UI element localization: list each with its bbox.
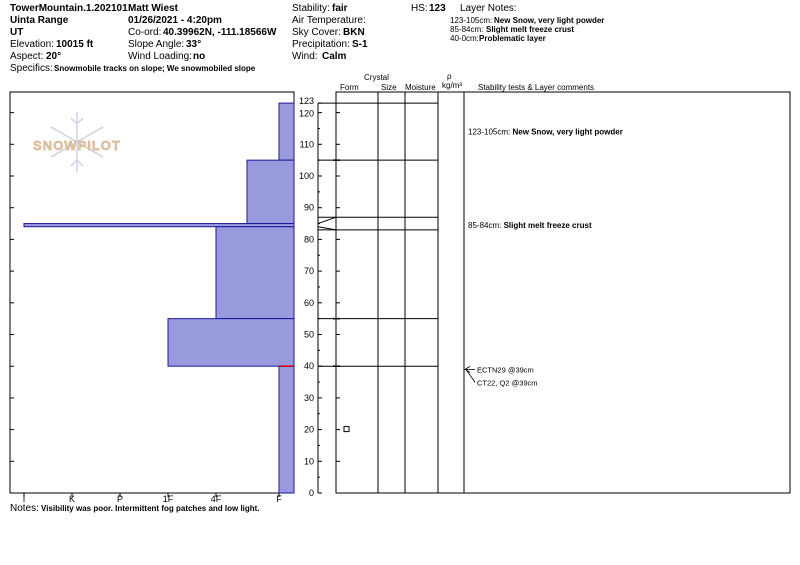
observer-name: Matt Wiest <box>128 3 178 14</box>
density-unit-header: kg/m³ <box>442 81 462 90</box>
layer-note-3-text: Problematic layer <box>479 34 546 43</box>
moisture-header: Moisture <box>405 83 436 92</box>
hardness-tick-label-p: P <box>116 494 124 504</box>
crust-connector-top <box>318 217 336 223</box>
hardness-layer-5 <box>168 319 294 367</box>
depth-tick-label: 0 <box>308 488 314 498</box>
wind-loading-value: no <box>193 51 206 62</box>
depth-tick-label: 30 <box>303 392 314 403</box>
notes-text: Visibility was poor. Intermittent fog patches and low light. <box>41 504 260 513</box>
comments-frame <box>464 92 790 493</box>
test-pointer-line <box>466 369 475 382</box>
stability-value: fair <box>332 3 348 14</box>
layer-comment-1: 123-105cm: New Snow, very light powder <box>468 127 623 137</box>
rho-header: ρ <box>447 72 452 81</box>
hardness-tick-label-4f: 4F <box>210 494 222 504</box>
layer-note-1-text: New Snow, very light powder <box>494 16 605 25</box>
depth-tick-label: 60 <box>303 297 314 308</box>
logo-text: SNOWPILOT <box>33 138 121 153</box>
coord-label: Co-ord: <box>128 27 162 38</box>
form-header: Form <box>340 83 359 92</box>
layer-note-1-range: 123-105cm: <box>450 16 493 25</box>
notes-label: Notes: <box>10 503 39 514</box>
stability-test-2: CT22, Q2 @39cm <box>477 378 538 388</box>
depth-tick-label: 80 <box>303 234 314 245</box>
slope-label: Slope Angle: <box>128 39 185 50</box>
air-temp-label: Air Temperature: <box>292 15 366 26</box>
aspect-label: Aspect: <box>10 51 44 62</box>
hardness-layer-6 <box>279 366 294 493</box>
depth-tick-label: 20 <box>303 424 314 435</box>
range-name: Uinta Range <box>10 15 69 26</box>
sky-cover-label: Sky Cover: <box>292 27 341 38</box>
depth-tick-label: 110 <box>299 139 314 150</box>
depth-tick-label: 123 <box>298 96 314 107</box>
wind-loading-label: Wind Loading: <box>128 51 192 62</box>
stability-test-1: ECTN29 @39cm <box>477 365 534 375</box>
hardness-layer-1 <box>279 103 294 160</box>
hs-value: 123 <box>429 3 446 14</box>
depth-tick-label: 100 <box>298 171 314 181</box>
layer-notes-label: Layer Notes: <box>460 3 517 14</box>
size-header: Size <box>381 83 397 92</box>
depth-tick-label: 120 <box>298 108 314 119</box>
hardness-layer-2 <box>247 160 294 223</box>
depth-tick-label: 40 <box>303 361 314 372</box>
hs-label: HS: <box>411 3 428 14</box>
hardness-tick-label-k: K <box>68 494 76 504</box>
grain-frame <box>336 92 464 493</box>
depth-tick-label: 70 <box>303 266 314 277</box>
layer-comment-2: 85-84cm: Slight melt freeze crust <box>468 221 592 231</box>
comments-header: Stability tests & Layer comments <box>478 83 595 92</box>
layer-note-3-range: 40-0cm: <box>450 34 479 43</box>
hardness-layer-4 <box>216 227 294 319</box>
hardness-tick-label-1f: 1F <box>162 494 174 504</box>
precip-label: Precipitation: <box>292 39 350 50</box>
aspect-value: 20° <box>46 51 62 62</box>
depth-tick-label: 10 <box>303 456 314 467</box>
specifics-label: Specifics: <box>10 63 53 74</box>
hardness-tick-label-f: F <box>276 494 282 504</box>
date-time: 01/26/2021 - 4:20pm <box>128 15 222 26</box>
elevation-value: 10015 ft <box>56 39 94 50</box>
wind-value: Calm <box>322 51 347 62</box>
site-id: TowerMountain.1.202101 <box>10 3 128 14</box>
precip-value: S-1 <box>352 39 368 50</box>
stability-label: Stability: <box>292 3 330 14</box>
wind-label: Wind: <box>292 51 318 62</box>
grain-symbol-faceted <box>344 427 349 432</box>
hardness-tick-label-i: I <box>22 494 26 504</box>
layer-note-2-range: 85-84cm: <box>450 25 484 34</box>
specifics-value: Snowmobile tracks on slope; We snowmobiled slope <box>54 64 256 73</box>
state-name: UT <box>10 27 24 38</box>
elevation-label: Elevation: <box>10 39 54 50</box>
slope-value: 33° <box>186 39 202 50</box>
depth-tick-label: 90 <box>303 202 314 213</box>
crystal-header: Crystal <box>364 73 389 82</box>
depth-tick-label: 50 <box>303 329 314 340</box>
sky-cover-value: BKN <box>343 27 365 38</box>
layer-note-2-text: Slight melt freeze crust <box>486 25 575 34</box>
coord-value: 40.39962N, -111.18566W <box>163 27 277 38</box>
